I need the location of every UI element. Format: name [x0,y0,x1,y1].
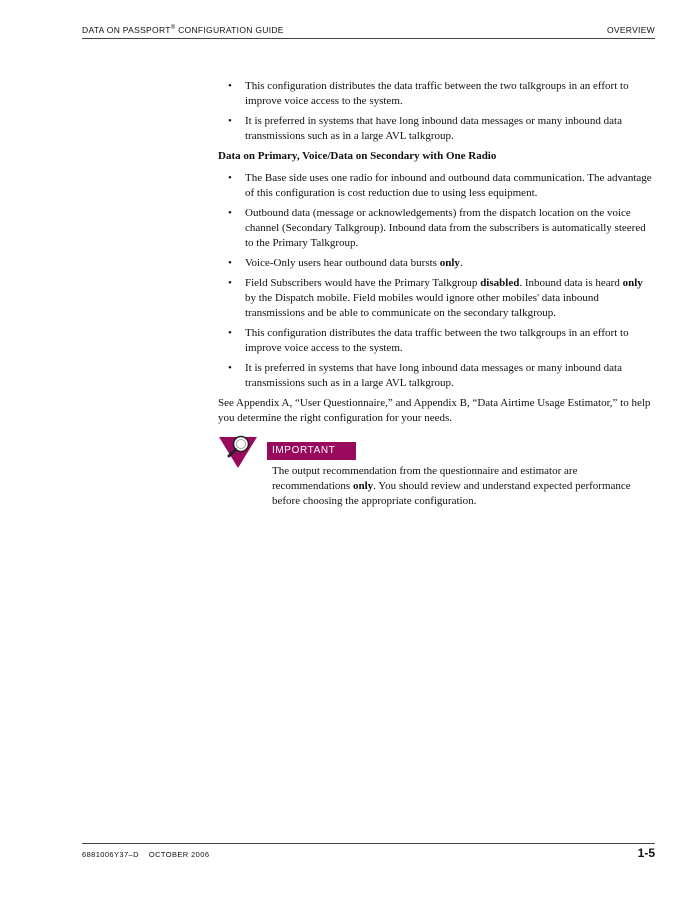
list-item-text-end: . [459,257,463,269]
list-item-text: Field Subscribers would have the Primary Talkgroup [245,277,481,289]
appendix-reference: See Appendix A, “User Questionnaire,” and Appendix B, “Data Airtime Usage Estimator,” to help you determine the right configuration for your needs. [218,397,651,424]
footer-doc-id: 6881006Y37–D OCTOBER 2006 [82,850,210,859]
bullet-glyph: • [228,207,232,219]
bullet-glyph: • [228,80,232,92]
emphasis-text: disabled [480,277,520,289]
bullet-glyph: • [228,257,232,269]
page-body [218,79,654,426]
important-text [272,464,654,509]
header-title-suffix: CONFIGURATION GUIDE [175,25,284,35]
important-text-start: The output recommendation from the questionnaire and estimator are recommendations [272,465,578,492]
magnifier-triangle-icon [218,433,258,469]
list-item-text-mid: . Inbound data is heard [519,277,623,289]
bullet-list-main [218,171,654,391]
bullet-list-top [218,79,654,144]
page-number: 1-5 [637,846,655,860]
emphasis-text: only [622,277,643,289]
footer-rule [82,843,655,844]
running-header-section: OVERVIEW [606,25,655,35]
list-item-text: It is preferred in systems that have long inbound data messages or many inbound data transmissions such as in a large AVL talkgroup. [245,115,622,142]
list-item-text: It is preferred in systems that have long inbound data messages or many inbound data transmissions such as in a large AVL talkgroup. [245,362,622,389]
important-text-end: . You should review and understand expected performance before choosing the appropriate configuration. [272,480,631,507]
header-title-text: DATA ON PASSPORT [82,25,171,35]
important-callout [218,433,654,513]
list-item [218,206,654,251]
running-header-title [82,25,284,35]
emphasis-text: only [352,480,374,492]
list-item-text: This configuration distributes the data traffic between the two talkgroups in an effort to improve voice access to the system. [245,80,629,107]
header-rule [82,38,655,39]
list-item-text: Outbound data (message or acknowledgements) from the dispatch location on the voice channel (Secondary Talkgroup). Inbound data from the subscribers is automatically steered to the Primary Talkgroup. [245,207,646,249]
list-item [218,171,654,201]
list-item [218,114,654,144]
list-item [218,256,654,271]
list-item [218,361,654,391]
emphasis-text: only [439,257,460,269]
bullet-glyph: • [228,362,232,374]
list-item-text-end: by the Dispatch mobile. Field mobiles would ignore other mobiles' data inbound transmissions and be able to communicate on the secondary talkgroup. [245,292,599,319]
section-heading: Data on Primary, Voice/Data on Secondary with One Radio [218,150,497,162]
list-item [218,326,654,356]
bullet-glyph: • [228,172,232,184]
important-label: IMPORTANT [267,442,356,460]
list-item-text: Voice-Only users hear outbound data bursts [245,257,440,269]
bullet-glyph: • [228,327,232,339]
list-item [218,276,654,321]
bullet-glyph: • [228,277,232,289]
list-item [218,79,654,109]
list-item-text: The Base side uses one radio for inbound and outbound data communication. The advantage of this configuration is cost reduction due to using less equipment. [245,172,652,199]
bullet-glyph: • [228,115,232,127]
registered-mark: ® [170,25,176,32]
list-item-text: This configuration distributes the data traffic between the two talkgroups in an effort to improve voice access to the system. [245,327,629,354]
